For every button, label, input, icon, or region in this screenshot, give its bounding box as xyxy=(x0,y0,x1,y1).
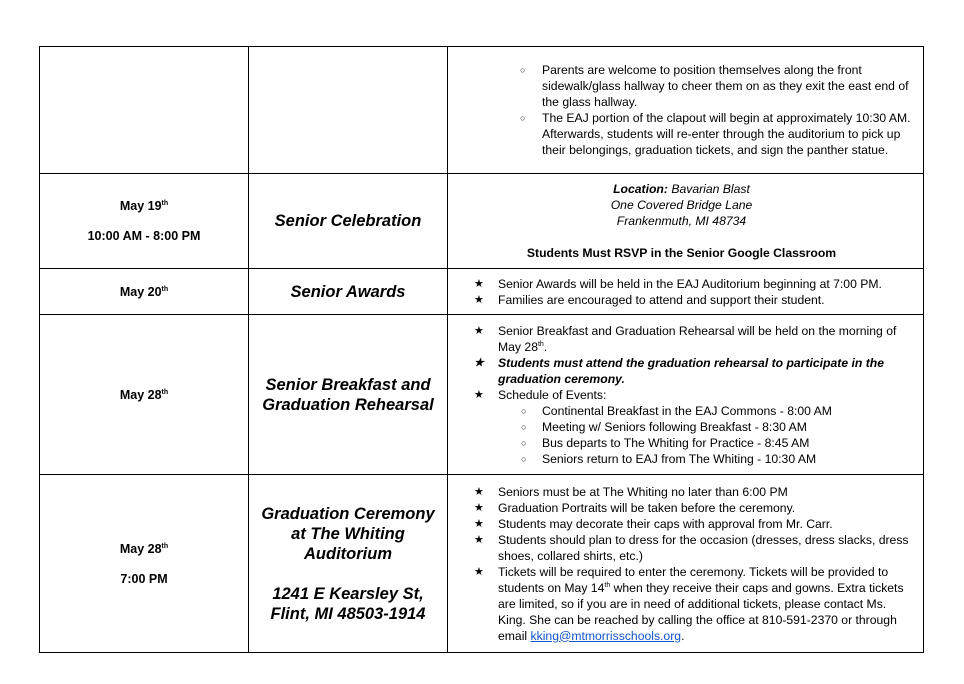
circle-bullet-icon: ○ xyxy=(521,405,527,416)
circle-bullet-icon: ○ xyxy=(520,65,526,75)
details-cell xyxy=(448,47,924,174)
details-cell xyxy=(448,269,924,315)
event-title: Graduation Ceremony at The Whiting Auditorium 1241 E Kearsley St, Flint, MI 48503-1914 xyxy=(249,475,448,653)
venue-address: 1241 E Kearsley St, Flint, MI 48503-1914 xyxy=(270,584,426,623)
date-cell xyxy=(40,315,249,475)
date-cell xyxy=(40,475,249,653)
list-item: ★ Tickets will be required to enter the ceremony. Tickets will be provided to students on May 14th when they receive their caps and gowns. Extra tickets are limited, so if you are in need of additional tickets, please contact Ms. King. She can be reached by calling the office at 810-591-2370 or through email kking@mtmorrisschools.org. xyxy=(474,564,904,643)
list-item: ○ The EAJ portion of the clapout will begin at approximately 10:30 AM. Afterwards, students will re-enter through the auditorium to pick up their belongings, graduation tickets, and sign the panther statue. xyxy=(520,111,911,157)
list-item: ★ Senior Breakfast and Graduation Rehearsal will be held on the morning of May 28th. xyxy=(474,323,897,354)
awards-list xyxy=(448,276,915,308)
rsvp-note: Students Must RSVP in the Senior Google Classroom xyxy=(526,246,837,260)
ceremony-list xyxy=(448,484,915,644)
star-bullet-icon: ★ xyxy=(474,277,484,290)
details-cell xyxy=(448,174,924,269)
list-item: ★ Schedule of Events: ○ Continental Breakfast in the EAJ Commons - 8:00 AM ○ Meeting w/ Seniors following Breakfast - 8:30 AM ○ Bus departs to The Whiting for Practice - 8:45 AM ○ Seniors return to EAJ from The Whiting - 10:30 AM xyxy=(448,387,915,467)
table-row xyxy=(40,475,924,653)
details-cell xyxy=(448,315,924,475)
details-cell xyxy=(448,475,924,653)
list-item: ★ Students may decorate their caps with approval from Mr. Carr. xyxy=(474,516,833,531)
circle-bullet-icon: ○ xyxy=(521,437,527,448)
event-title: Senior Celebration xyxy=(249,174,448,269)
star-bullet-icon: ★ xyxy=(474,324,484,337)
date-cell xyxy=(40,174,249,269)
event-cell xyxy=(249,47,448,174)
event-date: May 28th xyxy=(119,387,169,402)
star-bullet-icon: ★ xyxy=(474,293,484,306)
table-row xyxy=(40,269,924,315)
list-item: ★ Seniors must be at The Whiting no later than 6:00 PM xyxy=(474,484,788,499)
circle-bullet-icon: ○ xyxy=(520,113,526,123)
event-date: May 20th xyxy=(119,284,169,299)
star-bullet-icon: ★ xyxy=(474,533,484,546)
circle-bullet-icon: ○ xyxy=(521,421,527,432)
breakfast-list xyxy=(448,323,915,467)
date-cell xyxy=(40,47,249,174)
list-item: ★ Graduation Portraits will be taken before the ceremony. xyxy=(474,500,796,515)
list-item: ○ Seniors return to EAJ from The Whiting - 10:30 AM xyxy=(521,451,817,466)
star-bullet-icon: ★ xyxy=(474,517,484,530)
list-item: ○ Parents are welcome to position themselves along the front sidewalk/glass hallway to cheer them on as they exit the east end of the glass hallway. xyxy=(520,63,909,109)
table-row xyxy=(40,47,924,174)
list-item: ★ Students must attend the graduation rehearsal to participate in the graduation ceremony. xyxy=(474,355,884,386)
table-row xyxy=(40,315,924,475)
star-bullet-icon: ★ xyxy=(474,388,484,401)
email-link[interactable]: kking@mtmorrisschools.org xyxy=(530,628,682,643)
schedule-table xyxy=(39,46,924,653)
table-row xyxy=(40,174,924,269)
location-block: Location: Bavarian Blast One Covered Bridge Lane Frankenmuth, MI 48734 xyxy=(610,182,753,228)
date-cell xyxy=(40,269,249,315)
list-item: ○ Continental Breakfast in the EAJ Commons - 8:00 AM xyxy=(521,403,832,418)
star-bullet-icon: ★ xyxy=(474,356,484,369)
schedule-sublist xyxy=(498,403,915,467)
circle-bullet-icon: ○ xyxy=(521,453,527,464)
list-item: ★ Senior Awards will be held in the EAJ Auditorium beginning at 7:00 PM. xyxy=(474,276,882,291)
clapout-list xyxy=(448,62,915,158)
star-bullet-icon: ★ xyxy=(474,485,484,498)
list-item: ★ Families are encouraged to attend and support their student. xyxy=(474,292,825,307)
star-bullet-icon: ★ xyxy=(474,565,484,578)
event-title: Senior Awards xyxy=(249,269,448,315)
event-time: 7:00 PM xyxy=(120,571,168,586)
list-item: ○ Meeting w/ Seniors following Breakfast - 8:30 AM xyxy=(521,419,807,434)
event-date: May 28th xyxy=(119,541,169,556)
event-title: Senior Breakfast and Graduation Rehearsal xyxy=(249,315,448,475)
event-date: May 19th xyxy=(119,199,169,213)
list-item: ○ Bus departs to The Whiting for Practice - 8:45 AM xyxy=(521,435,810,450)
list-item: ★ Students should plan to dress for the occasion (dresses, dress slacks, dress shoes, collared shirts, etc.) xyxy=(474,532,909,563)
event-time: 10:00 AM - 8:00 PM xyxy=(87,229,201,243)
star-bullet-icon: ★ xyxy=(474,501,484,514)
